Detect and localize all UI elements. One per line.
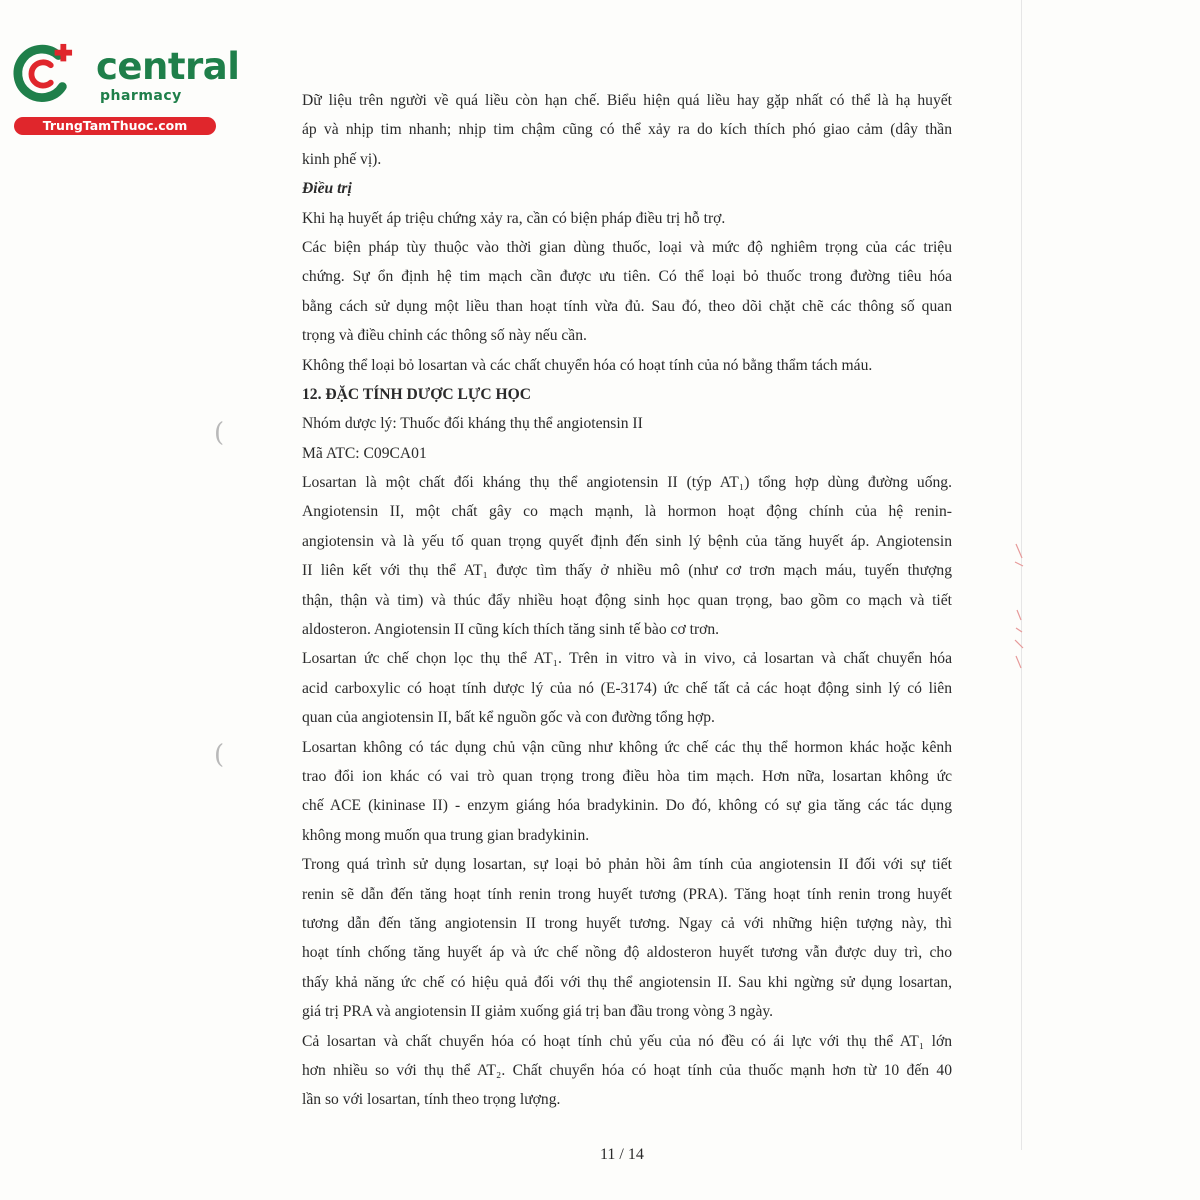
text-line: Không thể loại bỏ losartan và các chất chuyển hóa có hoạt tính của nó bằng thẩm tách máu. <box>302 356 873 374</box>
text-line: renin sẽ dẫn đến tăng hoạt tính renin trong huyết tương (PRA). Tăng hoạt tính renin trong huyết <box>302 885 952 903</box>
text-line: trọng và điều chỉnh các thông số này nếu cần. <box>302 327 587 345</box>
text-line: acid carboxylic có hoạt tính dược lý của nó (E-3174) ức chế tất cả các hoạt động sinh lý có liên <box>302 679 952 697</box>
text-line: Nhóm dược lý: Thuốc đối kháng thụ thể angiotensin II <box>302 415 643 433</box>
text-line: Losartan ức chế chọn lọc thụ thể AT₁. Trên in vitro và in vivo, cả losartan và chất chuyển hóa <box>302 650 952 668</box>
text-line: hơn nhiều so với thụ thể AT₂. Chất chuyển hóa có hoạt tính của thuốc mạnh hơn từ 10 đến 40 <box>302 1061 952 1079</box>
text-line: không mong muốn qua trung gian bradykinin. <box>302 826 590 844</box>
text-line: Cả losartan và chất chuyển hóa có hoạt tính chủ yếu của nó đều có ái lực với thụ thể AT₁ lớn <box>302 1032 952 1050</box>
text-line: quan của angiotensin II, bất kể nguồn gốc và con đường tổng hợp. <box>302 709 715 727</box>
logo-name: central <box>96 45 240 88</box>
text-line: Losartan không có tác dụng chủ vận cũng như không ức chế các thụ thể hormon khác hoặc kênh <box>302 738 952 756</box>
logo-subtitle: pharmacy <box>100 88 182 104</box>
text-line: Dữ liệu trên người về quá liều còn hạn chế. Biểu hiện quá liều hay gặp nhất có thể là hạ huyết <box>302 92 952 109</box>
brand-logo <box>10 38 240 138</box>
text-line: bằng cách sử dụng một liều than hoạt tính vừa đủ. Sau đó, theo dõi chặt chẽ các thông số quan <box>302 297 952 315</box>
text-line: kinh phế vị). <box>302 150 382 168</box>
binding-mark-icon: ( <box>214 418 225 448</box>
text-line: chứng. Sự ổn định hệ tim mạch cần được ưu tiên. Có thể loại bỏ thuốc trong đường tiêu hóa <box>302 268 952 286</box>
text-line: II liên kết với thụ thể AT₁ được tìm thấy ở nhiều mô (như cơ trơn mạch máu, tuyến thượng <box>302 562 952 580</box>
binding-mark-icon: ( <box>214 740 225 770</box>
section-heading: 12. ĐẶC TÍNH DƯỢC LỰC HỌC <box>302 385 532 403</box>
text-line: Trong quá trình sử dụng losartan, sự loại bỏ phản hồi âm tính của angiotensin II đối với sự tiết <box>302 856 952 874</box>
logo-url: TrungTamThuoc.com <box>14 117 216 135</box>
text-line: aldosteron. Angiotensin II cũng kích thích tăng sinh tế bào cơ trơn. <box>302 621 720 639</box>
page-number: 11 / 14 <box>600 1146 644 1163</box>
document-body <box>302 86 952 1115</box>
text-line: chế ACE (kininase II) - enzym giáng hóa bradykinin. Do đó, không có sự gia tăng các tác dụng <box>302 797 952 815</box>
text-line: trao đổi ion khác có vai trò quan trọng trong điều hòa tim mạch. Hơn nữa, losartan không ức <box>302 767 952 785</box>
pharmacy-logo-icon <box>12 42 74 104</box>
text-line: Khi hạ huyết áp triệu chứng xảy ra, cần có biện pháp điều trị hỗ trợ. <box>302 209 726 227</box>
text-line: Các biện pháp tùy thuộc vào thời gian dùng thuốc, loại và mức độ nghiêm trọng của các triệu <box>302 238 952 256</box>
text-line: thấy khả năng ức chế có hiệu quả đối với thụ thể angiotensin II. Sau khi ngừng sử dụng losartan, <box>302 973 952 991</box>
text-line: Angiotensin II, một chất gây co mạch mạnh, là hormon hoạt động chính của hệ renin- <box>302 503 952 521</box>
stamp-fragment-icon <box>1012 540 1026 680</box>
text-line: lần so với losartan, tính theo trọng lượng. <box>302 1091 561 1109</box>
text-line: tương dẫn đến tăng angiotensin II trong huyết tương. Ngay cả với những hiện tượng này, thì <box>302 914 952 932</box>
text-line: giá trị PRA và angiotensin II giảm xuống giá trị ban đầu trong vòng 3 ngày. <box>302 1003 774 1021</box>
text-line: angiotensin và là yếu tố quan trọng quyết định đến sinh lý bệnh của tăng huyết áp. Angiotensin <box>302 532 952 550</box>
text-line: áp và nhịp tim nhanh; nhịp tim chậm cũng có thể xảy ra do kích thích phó giao cảm (dây thần <box>302 121 952 139</box>
text-line: thận, thận và tim) và thúc đẩy nhiều hoạt động sinh học quan trọng, bao gồm co mạch và tiết <box>302 591 952 609</box>
text-line: hoạt tính chống tăng huyết áp và ức chế nồng độ aldosteron huyết tương vẫn được duy trì, cho <box>302 944 952 962</box>
text-line: Losartan là một chất đối kháng thụ thể angiotensin II (týp AT₁) tổng hợp dùng đường uống. <box>302 474 952 492</box>
section-subheading: Điều trị <box>302 180 352 198</box>
text-line: Mã ATC: C09CA01 <box>302 444 427 462</box>
